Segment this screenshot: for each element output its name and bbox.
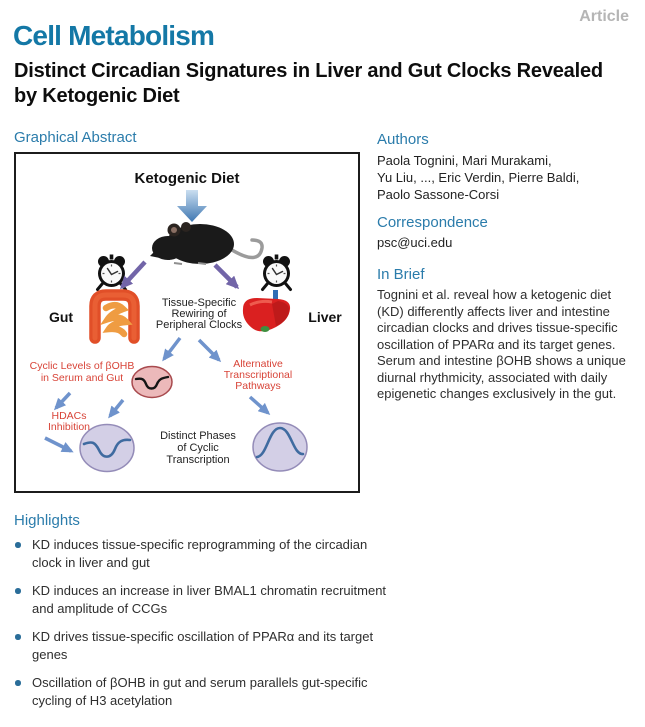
highlights-list [14, 536, 396, 720]
cyclic-bohb-line: in Serum and Gut [40, 371, 124, 384]
purple-arrow-icon [122, 262, 145, 287]
distinct-phases-line: Distinct Phases [160, 430, 236, 442]
purple-arrow-icon [215, 265, 237, 287]
alternative-pathways-label [212, 359, 304, 391]
highlight-item: KD induces tissue-specific reprogramming of the circadian clock in liver and gut [14, 536, 396, 571]
tissue-rewiring-line: Tissue-Specific [161, 297, 237, 309]
cyclic-bohb-label [24, 361, 140, 384]
tissue-rewiring-label [144, 298, 254, 331]
tissue-rewiring-line: Rewiring of [171, 308, 227, 320]
article-type-label: Article [579, 8, 629, 25]
alarm-clock-icon [98, 255, 126, 290]
distinct-phases-label [146, 431, 250, 466]
graphical-abstract-heading: Graphical Abstract [14, 129, 137, 146]
blue-arrow-icon [250, 397, 268, 413]
gut-label: Gut [48, 309, 74, 325]
blue-arrow-icon [199, 340, 219, 360]
author-line: Paola Tognini, Mari Murakami, [377, 153, 552, 168]
correspondence-heading: Correspondence [377, 214, 488, 231]
author-line: Yu Liu, ..., Eric Verdin, Pierre Baldi, [377, 170, 580, 185]
cyclic-bohb-line: Cyclic Levels of βOHB [29, 360, 135, 372]
authors-list [377, 152, 633, 203]
distinct-phases-line: Transcription [166, 453, 230, 466]
peak-wave-icon [253, 423, 307, 471]
blue-arrow-icon [45, 438, 71, 451]
highlight-item: Oscillation of βOHB in gut and serum parallels gut-specific cycling of H3 acetylation [14, 674, 396, 709]
blue-arrow-icon [56, 393, 70, 408]
blue-arrow-icon [110, 400, 123, 416]
liver-label: Liver [308, 309, 342, 325]
intestine-icon [95, 295, 134, 338]
blue-arrow-icon [164, 338, 180, 359]
highlights-heading: Highlights [14, 512, 80, 529]
hdacs-line: HDACs [51, 410, 87, 422]
hdacs-line: Inhibition [47, 421, 91, 433]
hdacs-inhibition-label [34, 411, 104, 433]
in-brief-heading: In Brief [377, 266, 425, 283]
alternative-pathways-line: Pathways [235, 379, 281, 392]
alternative-pathways-line: Transcriptional [223, 368, 293, 381]
in-brief-text: Tognini et al. reveal how a ketogenic diet (KD) differently affects liver and intestine circadian clocks and drives tissue-specific oscillation of PPARα and its target genes. Serum and intestine βOHB shows a unique diurnal rhythmicity, associated with daily epigenetic changes exclusively in the gut. [377, 287, 626, 401]
down-arrow-icon [177, 190, 207, 222]
highlight-item: KD induces an increase in liver BMAL1 chromatin recruitment and amplitude of CCGs [14, 582, 396, 617]
authors-heading: Authors [377, 131, 429, 148]
paper-title: Distinct Circadian Signatures in Liver and Gut Clocks Revealed by Ketogenic Diet [14, 60, 603, 107]
correspondence-email-link[interactable]: psc@uci.edu [377, 235, 453, 250]
alternative-pathways-line: Alternative [233, 358, 283, 370]
journal-wordmark: Cell Metabolism [13, 20, 215, 51]
mouse-image [150, 222, 262, 264]
ketogenic-diet-label: Ketogenic Diet [134, 170, 240, 187]
tissue-rewiring-line: Peripheral Clocks [155, 319, 243, 331]
distinct-phases-line: of Cyclic [177, 441, 219, 454]
highlight-item: KD drives tissue-specific oscillation of PPARα and its target genes [14, 628, 396, 663]
author-line: Paolo Sassone-Corsi [377, 187, 500, 202]
alarm-clock-icon [263, 255, 291, 290]
graphical-abstract-figure [14, 152, 360, 493]
